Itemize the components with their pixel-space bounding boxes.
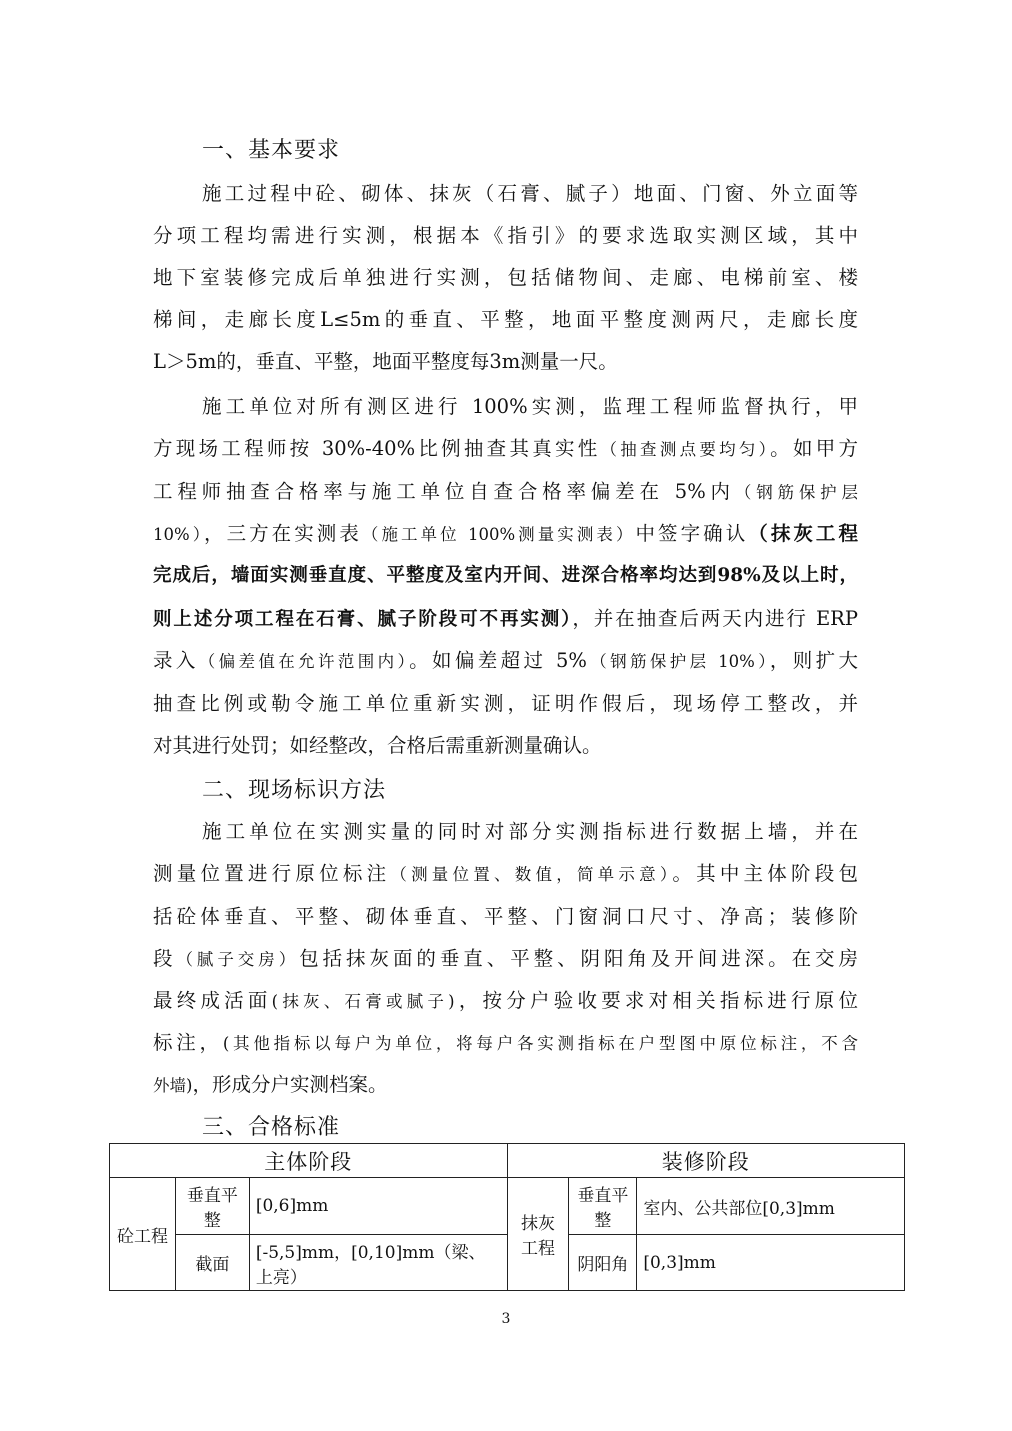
- paragraph-line: 方现场工程师按 30%-40%比例抽查其真实性（抽查测点要均匀）。如甲方: [153, 437, 858, 460]
- paragraph-line: 标注，(其他指标以每户为单位，将每户各实测指标在户型图中原位标注，不含: [153, 1031, 858, 1054]
- paragraph-line: 施工过程中砼、砌体、抹灰（石膏、腻子）地面、门窗、外立面等: [202, 182, 858, 205]
- paragraph-line-bold: 完成后，墙面实测垂直度、平整度及室内开间、进深合格率均达到98%及以上时，: [153, 565, 858, 586]
- section-heading-standards: 三、合格标准: [202, 1115, 341, 1140]
- group-concrete: 砼工程: [110, 1178, 176, 1291]
- value-cell: [0,3]mm: [637, 1235, 905, 1291]
- paragraph-line: 录入（偏差值在允许范围内）。如偏差超过 5%（钢筋保护层 10%），则扩大: [153, 649, 858, 672]
- section-heading-basic-requirements: 一、基本要求: [202, 138, 341, 163]
- paragraph-line: L＞5m的，垂直、平整，地面平整度每3m测量一尺。: [153, 350, 618, 373]
- paragraph-line: 工程师抽查合格率与施工单位自查合格率偏差在 5%内（钢筋保护层: [153, 480, 859, 503]
- paragraph-line: 梯间，走廊长度L≤5m的垂直、平整，地面平整度测两尺，走廊长度: [153, 308, 858, 331]
- table-row: [110, 1235, 905, 1291]
- header-decoration-stage: 装修阶段: [507, 1144, 904, 1178]
- page-number: 3: [501, 1311, 511, 1327]
- paragraph-line: 则上述分项工程在石膏、腻子阶段可不再实测），并在抽查后两天内进行 ERP: [153, 607, 858, 630]
- header-main-stage: 主体阶段: [110, 1144, 508, 1178]
- item-cell: 截面: [175, 1235, 249, 1291]
- paragraph-line: 外墙)，形成分户实测档案。: [153, 1073, 388, 1096]
- value-cell: 室内、公共部位[0,3]mm: [637, 1178, 905, 1235]
- paragraph-line: 施工单位在实测实量的同时对部分实测指标进行数据上墙，并在: [202, 820, 858, 843]
- value-cell: [0,6]mm: [249, 1178, 507, 1235]
- table-header-row: [110, 1144, 905, 1178]
- paragraph-line: 括砼体垂直、平整、砌体垂直、平整、门窗洞口尺寸、净高；装修阶: [153, 905, 858, 928]
- paragraph-line: 测量位置进行原位标注（测量位置、数值，简单示意）。其中主体阶段包: [153, 862, 858, 885]
- table-row: [110, 1178, 905, 1235]
- item-cell: 垂直平整: [175, 1178, 249, 1235]
- paragraph-line: 地下室装修完成后单独进行实测，包括储物间、走廊、电梯前室、楼: [153, 266, 858, 289]
- item-cell: 垂直平整: [569, 1178, 637, 1235]
- standards-table: [109, 1143, 905, 1291]
- paragraph-line: 最终成活面(抹灰、石膏或腻子)，按分户验收要求对相关指标进行原位: [153, 989, 858, 1012]
- item-cell: 阴阳角: [569, 1235, 637, 1291]
- paragraph-line: 段（腻子交房）包括抹灰面的垂直、平整、阴阳角及开间进深。在交房: [153, 947, 858, 970]
- paragraph-line: 抽查比例或勒令施工单位重新实测，证明作假后，现场停工整改，并: [153, 692, 858, 715]
- section-heading-site-marking: 二、现场标识方法: [202, 778, 387, 803]
- value-cell: [-5,5]mm，[0,10]mm（梁、上亮）: [249, 1235, 507, 1291]
- paragraph-line: 分项工程均需进行实测，根据本《指引》的要求选取实测区域，其中: [153, 224, 858, 247]
- group-plastering: 抹灰工程: [507, 1178, 569, 1291]
- paragraph-line: 10%），三方在实测表（施工单位 100%测量实测表）中签字确认（抹灰工程: [153, 522, 858, 545]
- paragraph-line: 施工单位对所有测区进行 100%实测，监理工程师监督执行，甲: [202, 395, 858, 418]
- paragraph-line: 对其进行处罚；如经整改，合格后需重新测量确认。: [153, 734, 602, 757]
